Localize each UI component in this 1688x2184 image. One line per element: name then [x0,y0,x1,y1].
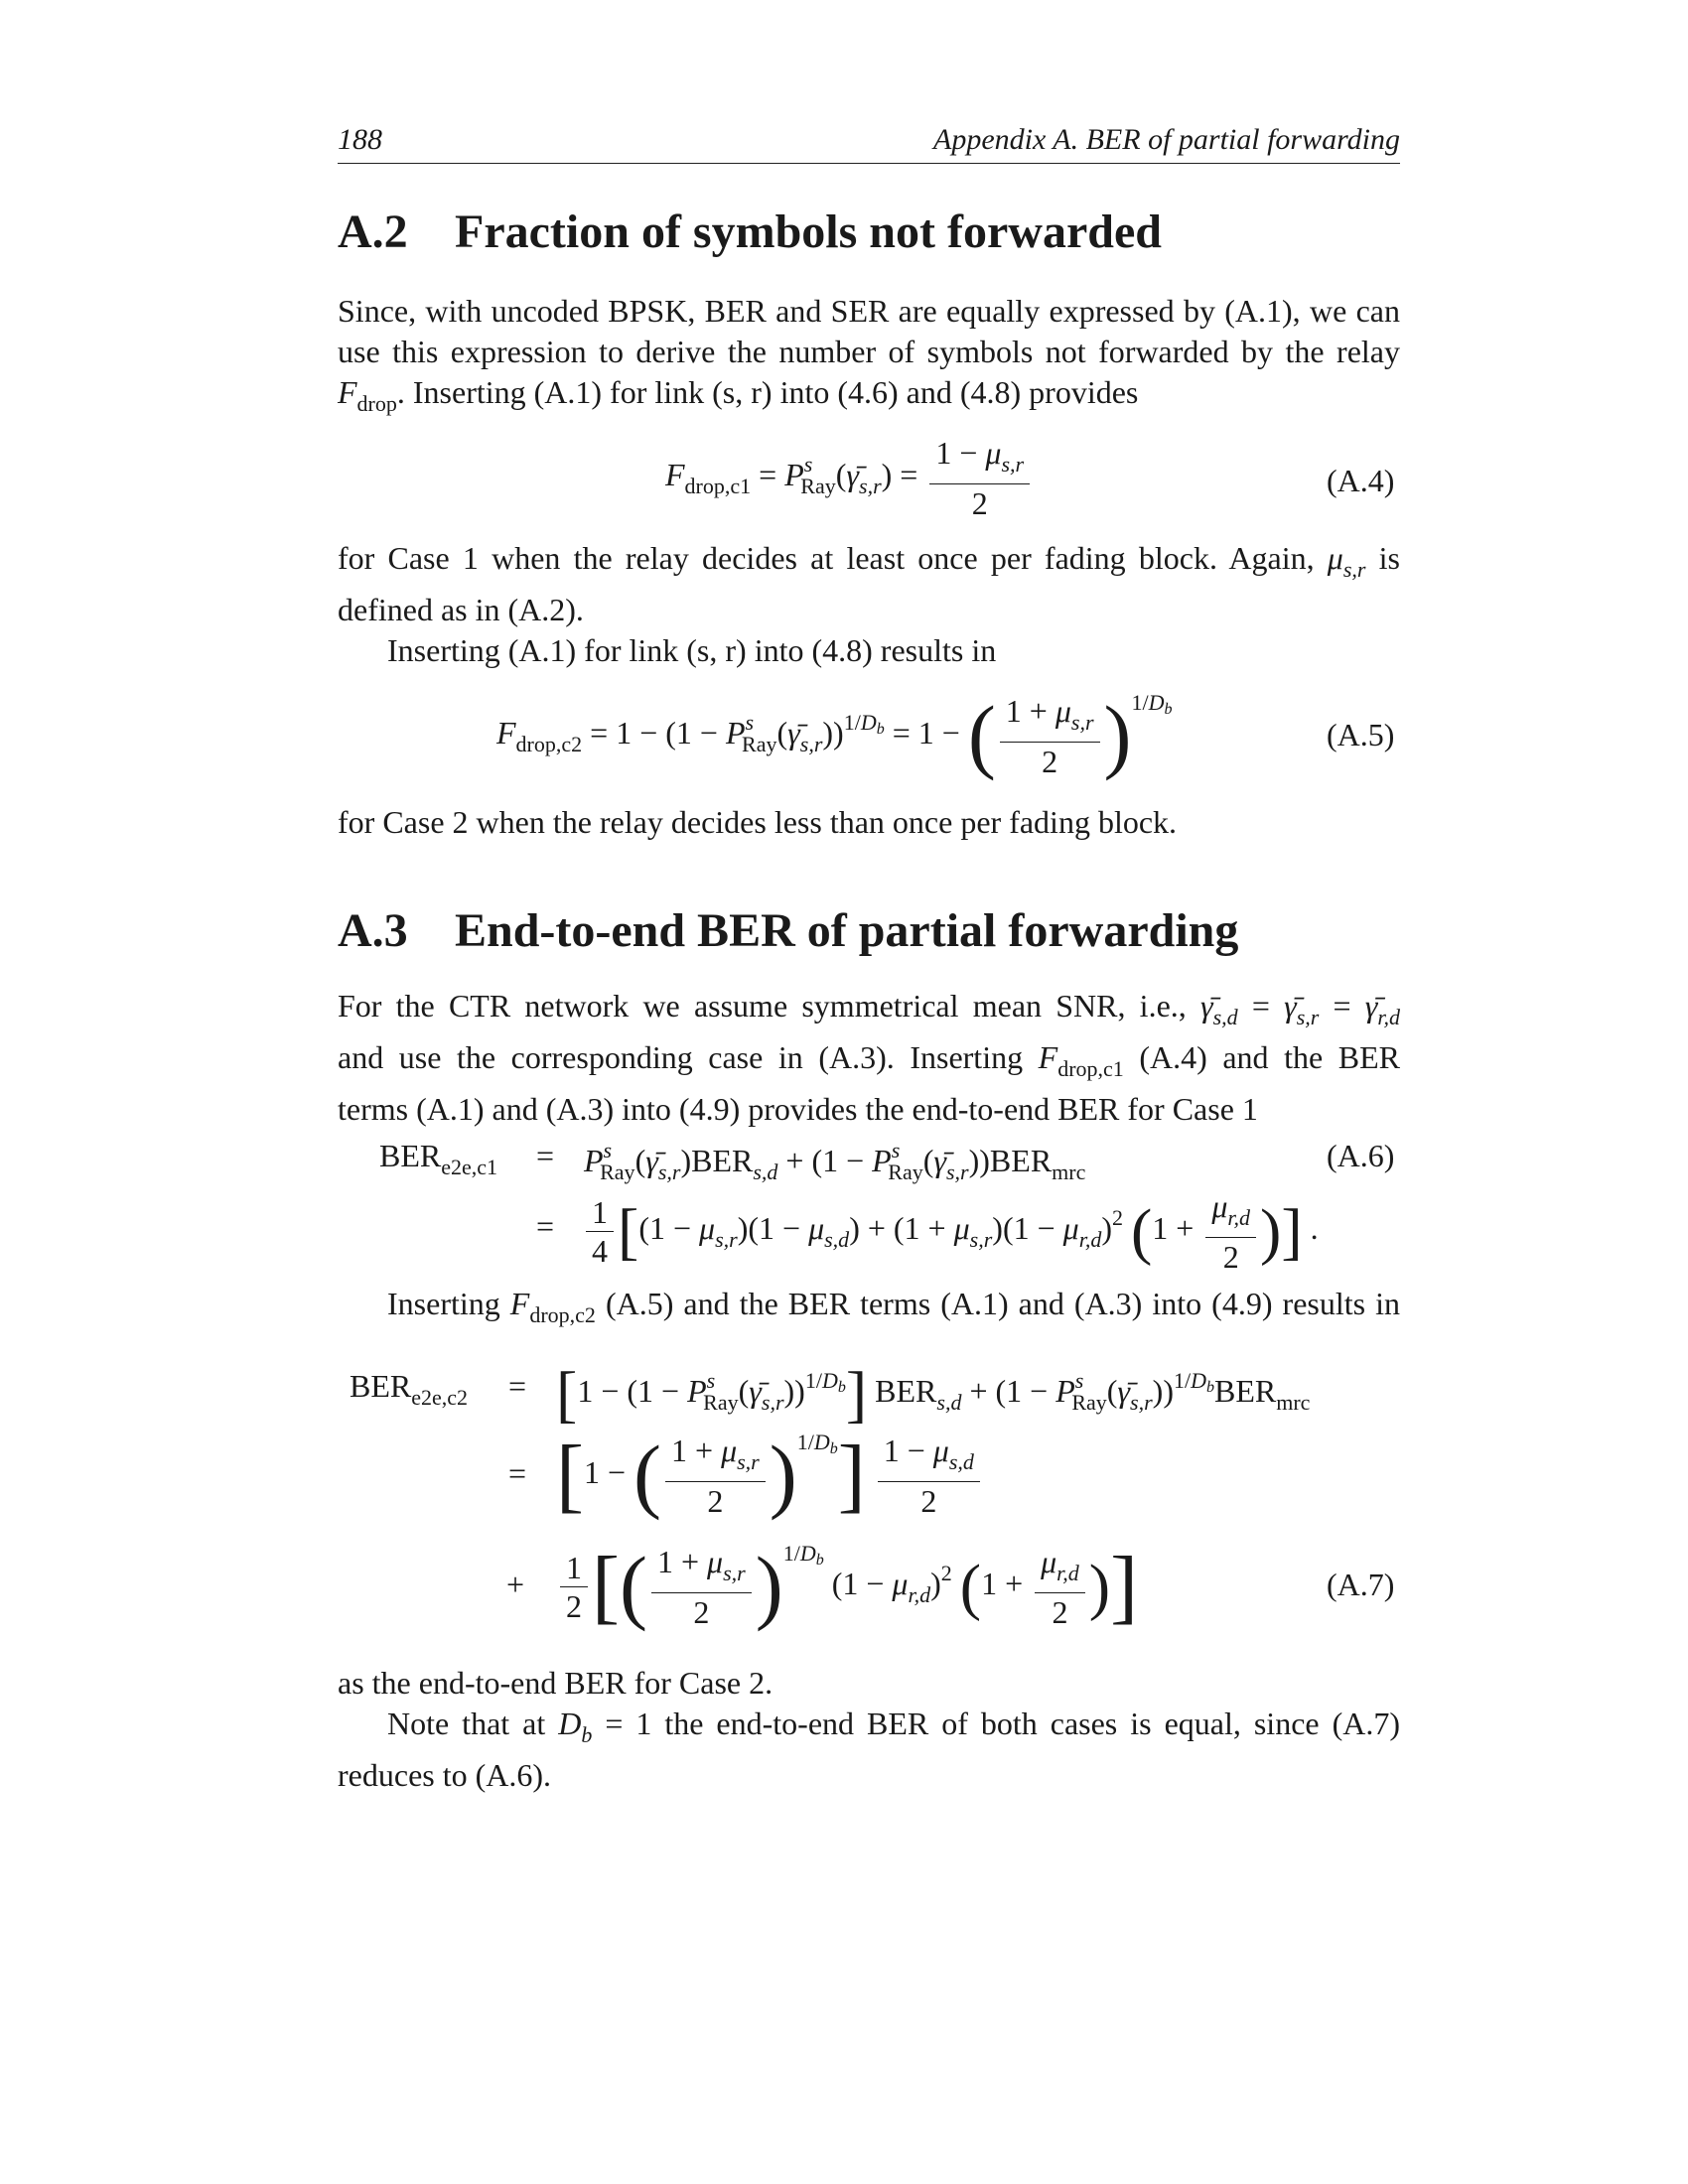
equation-a4: $F_{drop,c1}$ = $P^s_{Ray}(\gammā_{s,r})$ = $\frac{1 - \mu_{s,r}}{2}$ [665,434,1034,522]
equation-number: (A.6) [1327,1138,1395,1173]
equals-sign: = [508,1455,527,1491]
text-line: For the CTR network we assume symmetrical mean SNR, i.e., $\gammā_{s,d}$ = $\gammā_{s,r}$ = $\gammā_{r,d}$ [338,988,1401,1029]
equation-a6-rhs1: $P^s_{Ray}(\gammā_{s,r})BER_{s,d} + (1$ − $P^s_{Ray}(\gammā_{s,r}))BER_{mrc}$ [584,1138,1086,1184]
equation-a6-rhs2: $\frac{1}{4}$ [$(1 - \mu_{s,r})(1 - \mu_{s,d}) + (1 + \mu_{s,r})(1 - \mu_{r,d})^2$ (1 + $\frac{\mu_{r,d}}{2}$ )] . [582,1187,1319,1276]
equals-sign: = [536,1138,555,1173]
text-line: reduces to (A.6). [338,1757,552,1793]
equation-a7-rhs3: $\frac{1}{2}$ [( $\frac{1 + \mu_{s,r}}{2}$ )$^{1/D_b}$ $(1 - \mu_{r,d})^2$ (1 + $\frac{\mu_{r,d}}{2}$ )] [556,1541,1138,1631]
section-title: Fraction of symbols not forwarded [455,205,1162,258]
equation-number: (A.4) [1327,463,1395,498]
paragraph-2 [338,538,1400,671]
plus-sign: + [506,1567,525,1602]
equation-a5: $F_{drop,c2} = 1 - (1$ − $P^s_{Ray}(\gammā_{s,r}))^{1/D_b} = 1$ − ( $\frac{1 + \mu_{s,r}}{2}$ )$^{1/D_b}$ [496,689,1173,782]
equation-number: (A.5) [1327,717,1395,752]
paragraph-4 [338,802,1400,843]
equation-number: (A.7) [1327,1567,1395,1602]
text-line: as the end-to-end BER for Case 2. [338,1665,774,1701]
equation-a7-rhs2: [1 − ( $\frac{1 + \mu_{s,r}}{2}$ )$^{1/D_b}$] $\frac{1 - \mu_{s,d}}{2}$ [556,1430,984,1520]
text-line: $F_{drop}$. Inserting (A.1) for link (s, r) into (4.6) and (4.8) provides [338,374,1139,416]
text-line: for Case 1 when the relay decides at least once per fading block. Again, $\mu_{s,r}$ is [338,540,1401,582]
paragraph-6 [338,1284,1400,1335]
equation-a6-line1: $BER_{e2e,c1}$ [379,1138,498,1179]
text-line: terms (A.1) and (A.3) into (4.9) provides the end-to-end BER for Case 1 [338,1091,1258,1127]
equation-a7-lhs: $BER_{e2e,c2}$ [350,1368,469,1410]
running-head: Appendix A. BER of partial forwarding [933,123,1400,156]
section-heading-a3 [338,903,1238,958]
equals-sign: = [536,1208,555,1244]
equation-a7-rhs1: $[1 - (1 - P^s_{Ray}(\gammā_{s,r}))^{1/D_b}]$ $BER_{s,d} + (1$ − $P^s_{Ray}(\gammā_{s,r}))^{1/D_b}BER_{mrc}$ [556,1358,1311,1430]
text-line: Note that at $D_b = 1$ the end-to-end BER of both cases is equal, since (A.7) [387,1706,1401,1747]
text-line: Inserting $F_{drop,c2}$ (A.5) and the BER terms (A.1) and (A.3) into (4.9) results in [387,1286,1401,1327]
section-heading-a2 [338,205,1162,259]
text-line: defined as in (A.2). [338,592,584,627]
paragraph-1 [338,291,1400,424]
text-line: use this expression to derive the number of symbols not forwarded by the relay [338,334,1400,369]
section-number: A.3 [338,904,408,957]
page-number: 188 [338,123,382,156]
running-header [338,119,1400,164]
section-title: End-to-end BER of partial forwarding [455,904,1239,957]
text-line: Since, with uncoded BPSK, BER and SER are equally expressed by (A.1), we can [338,293,1400,329]
equals-sign: = [508,1368,527,1404]
paragraph-7 [338,1663,1400,1796]
text-line: and use the corresponding case in (A.3). Inserting $F_{drop,c1}$ (A.4) and the BER [338,1039,1401,1081]
paragraph-5 [338,986,1400,1130]
text-line: for Case 2 when the relay decides less than once per fading block. [338,804,1178,840]
section-number: A.2 [338,205,408,258]
text-line: Inserting (A.1) for link (s, r) into (4.8) results in [387,632,997,668]
